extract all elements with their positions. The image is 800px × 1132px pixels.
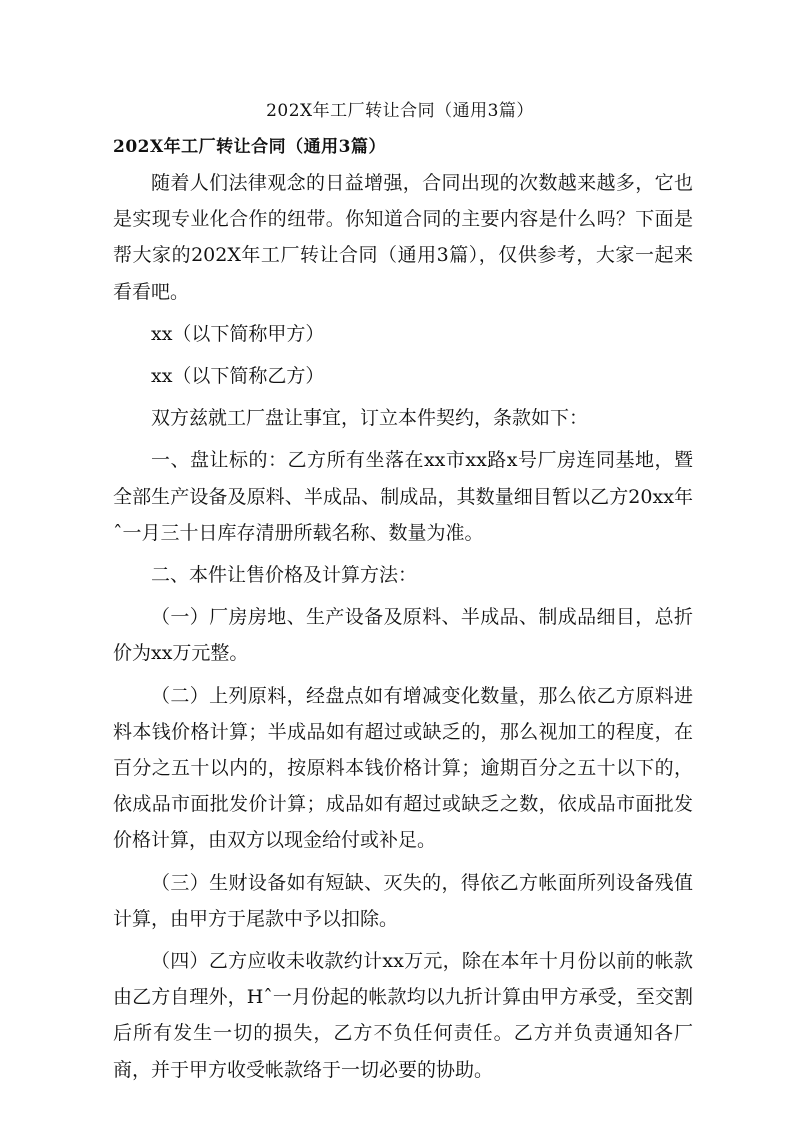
party-a-line: xx（以下简称甲方）: [151, 322, 325, 345]
clause-1: 一、盘让标的：乙方所有坐落在xx市xx路x号厂房连同基地，暨全部生产设备及原料、半成品、制成品，其数量细目暂以乙方20xx年ˆ一月三十日库存清册所载名称、数量为准。: [113, 449, 693, 544]
document-subtitle: 202X年工厂转让合同（通用3篇）: [113, 137, 387, 157]
clause-2-item-4: （四）乙方应收未收款约计xx万元，除在本年十月份以前的帐款由乙方自理外，Hˆ一月份起的帐款均以九折计算由甲方承受，至交割后所有发生一切的损失，乙方不负任何责任。乙方并负责通知各厂商，并于甲方收受帐款络于一切必要的协助。: [113, 950, 693, 1081]
document-body: [113, 133, 693, 1094]
clause-2-item-2: （二）上列原料，经盘点如有增减变化数量，那么依乙方原料进料本钱价格计算；半成品如有超过或缺乏的，那么视加工的程度，在百分之五十以内的，按原料本钱价格计算；逾期百分之五十以下的，依成品市面批发价计算；成品如有超过或缺乏之数，依成品市面批发价格计算，由双方以现金给付或补足。: [113, 684, 693, 852]
intro-paragraph: 随着人们法律观念的日益增强，合同出现的次数越来越多，它也是实现专业化合作的纽带。你知道合同的主要内容是什么吗？下面是帮大家的202X年工厂转让合同（通用3篇），仅供参考，大家一起来看看吧。: [113, 172, 693, 303]
party-b-line: xx（以下简称乙方）: [151, 365, 325, 388]
clause-2-item-1: （一）厂房房地、生产设备及原料、半成品、制成品细目，总折价为xx万元整。: [113, 606, 693, 665]
clause-2-heading: 二、本件让售价格及计算方法：: [151, 564, 418, 587]
agreement-intro: 双方兹就工厂盘让事宜，订立本件契约，条款如下：: [151, 407, 589, 430]
document-title: 202X年工厂转让合同（通用3篇）: [266, 101, 534, 121]
clause-2-item-3: （三）生财设备如有短缺、灭失的，得依乙方帐面所列设备残值计算，由甲方于尾款中予以扣除。: [113, 871, 693, 930]
